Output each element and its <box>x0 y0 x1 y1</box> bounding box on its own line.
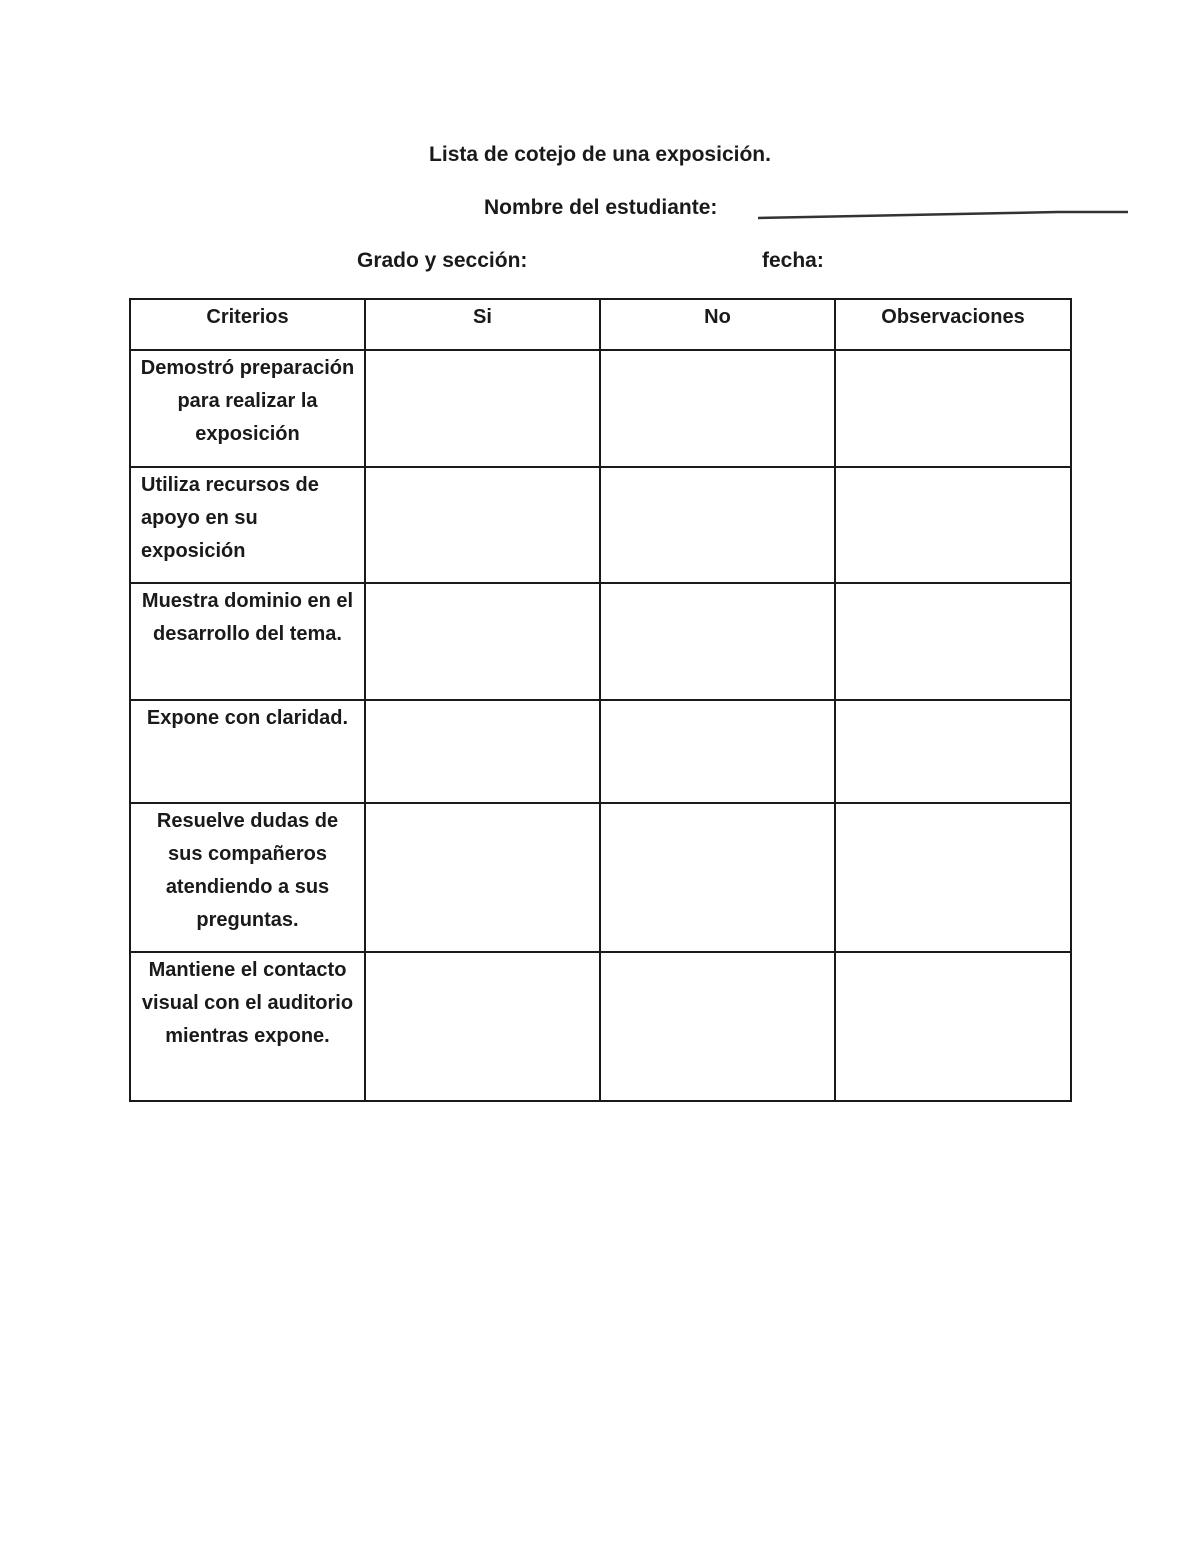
grade-section-label: Grado y sección: <box>357 249 528 272</box>
criterion-cell: Demostró preparación para realizar la exposición <box>130 350 365 467</box>
observaciones-cell[interactable] <box>835 952 1071 1101</box>
observaciones-cell[interactable] <box>835 803 1071 952</box>
criterion-cell: Mantiene el contacto visual con el auditorio mientras expone. <box>130 952 365 1101</box>
si-cell[interactable] <box>365 350 600 467</box>
no-cell[interactable] <box>600 700 835 803</box>
table-row <box>130 583 1071 700</box>
header-observaciones: Observaciones <box>835 299 1071 350</box>
criterion-cell: Utiliza recursos de apoyo en su exposición <box>130 467 365 583</box>
si-cell[interactable] <box>365 952 600 1101</box>
si-cell[interactable] <box>365 700 600 803</box>
criterion-cell: Muestra dominio en el desarrollo del tema. <box>130 583 365 700</box>
table-row <box>130 350 1071 467</box>
table-row <box>130 700 1071 803</box>
table-row <box>130 803 1071 952</box>
no-cell[interactable] <box>600 803 835 952</box>
checklist-table <box>129 298 1072 1102</box>
si-cell[interactable] <box>365 467 600 583</box>
observaciones-cell[interactable] <box>835 700 1071 803</box>
criterion-cell: Resuelve dudas de sus compañeros atendiendo a sus preguntas. <box>130 803 365 952</box>
si-cell[interactable] <box>365 583 600 700</box>
student-name-label: Nombre del estudiante: <box>484 196 718 219</box>
header-criterios: Criterios <box>130 299 365 350</box>
no-cell[interactable] <box>600 952 835 1101</box>
no-cell[interactable] <box>600 583 835 700</box>
si-cell[interactable] <box>365 803 600 952</box>
criterion-cell: Expone con claridad. <box>130 700 365 803</box>
table-row <box>130 467 1071 583</box>
date-label: fecha: <box>762 249 824 272</box>
no-cell[interactable] <box>600 350 835 467</box>
page-title: Lista de cotejo de una exposición. <box>429 143 771 166</box>
observaciones-cell[interactable] <box>835 467 1071 583</box>
header-si: Si <box>365 299 600 350</box>
header-no: No <box>600 299 835 350</box>
observaciones-cell[interactable] <box>835 350 1071 467</box>
student-name-line[interactable] <box>758 209 1128 221</box>
table-row <box>130 952 1071 1101</box>
observaciones-cell[interactable] <box>835 583 1071 700</box>
table-header-row <box>130 299 1071 350</box>
no-cell[interactable] <box>600 467 835 583</box>
